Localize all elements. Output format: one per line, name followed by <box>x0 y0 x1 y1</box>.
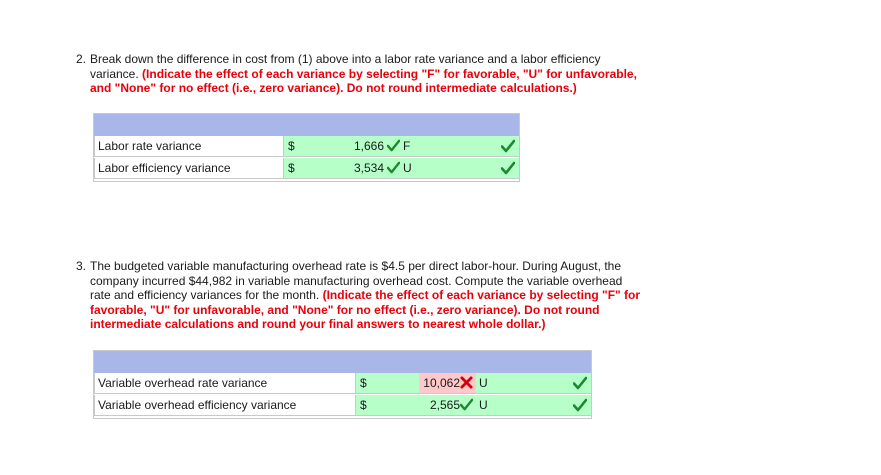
row-label: Variable overhead rate variance <box>94 373 356 394</box>
question-line: The budgeted variable manufacturing overhead rate is $4.5 per direct labor-hour. During August, the <box>90 259 621 273</box>
question-text <box>90 259 640 332</box>
instruction-text: (Indicate the effect of each variance by selecting "F" for <box>322 288 641 302</box>
row-label: Labor efficiency variance <box>94 158 284 179</box>
instruction-text: (Indicate the effect of each variance by selecting "F" for favorable, "U" for unfavorable, <box>142 66 637 81</box>
table-row <box>94 373 591 395</box>
effect-select[interactable] <box>476 395 591 416</box>
instruction-text: and "None" for no effect (i.e., zero variance). Do not round intermediate calculations.) <box>90 81 577 95</box>
labor-variance-table <box>93 113 520 182</box>
effect-value: U <box>479 398 488 412</box>
question-line: company incurred $44,982 in variable manufacturing overhead cost. Compute the variable overhead <box>90 273 623 288</box>
currency-symbol: $ <box>284 136 354 157</box>
currency-symbol: $ <box>356 395 419 416</box>
check-icon <box>501 161 515 182</box>
instruction-text: intermediate calculations and round your final answers to nearest whole dollar.) <box>90 317 546 331</box>
effect-select[interactable] <box>476 373 591 394</box>
value-input[interactable]: 1,666 <box>354 139 385 153</box>
table-row <box>94 158 519 180</box>
currency-symbol: $ <box>284 158 354 179</box>
effect-select[interactable] <box>400 158 519 179</box>
check-icon <box>501 139 515 160</box>
check-icon <box>387 161 400 179</box>
check-icon <box>460 398 473 416</box>
instruction-text: favorable, "U" for unfavorable, and "None" for no effect (i.e., zero variance). Do not round <box>90 302 600 317</box>
table-row <box>94 395 591 417</box>
value-input[interactable]: 3,534 <box>354 161 385 175</box>
check-icon <box>573 398 587 419</box>
table-header <box>94 351 591 373</box>
overhead-variance-table <box>93 350 592 419</box>
question-number: 3. <box>76 259 87 273</box>
effect-select[interactable] <box>400 136 519 157</box>
effect-value: U <box>403 161 412 175</box>
question-line: Break down the difference in cost from (1) above into a labor rate variance and a labor efficiency <box>90 52 601 66</box>
currency-symbol: $ <box>356 373 419 394</box>
cross-icon <box>460 376 473 394</box>
check-icon <box>573 376 587 397</box>
table-row <box>94 136 519 158</box>
question-text <box>90 52 637 96</box>
row-label: Variable overhead efficiency variance <box>94 395 356 416</box>
question-line: variance. <box>90 66 143 81</box>
effect-value: F <box>403 139 411 153</box>
value-input[interactable]: 10,062 <box>423 376 460 390</box>
check-icon <box>387 139 400 157</box>
effect-value: U <box>479 376 488 390</box>
question-line: rate and efficiency variances for the month. <box>90 288 323 302</box>
row-label: Labor rate variance <box>94 136 284 157</box>
table-header <box>94 114 519 136</box>
question-number: 2. <box>76 52 87 66</box>
value-input[interactable]: 2,565 <box>429 398 460 412</box>
